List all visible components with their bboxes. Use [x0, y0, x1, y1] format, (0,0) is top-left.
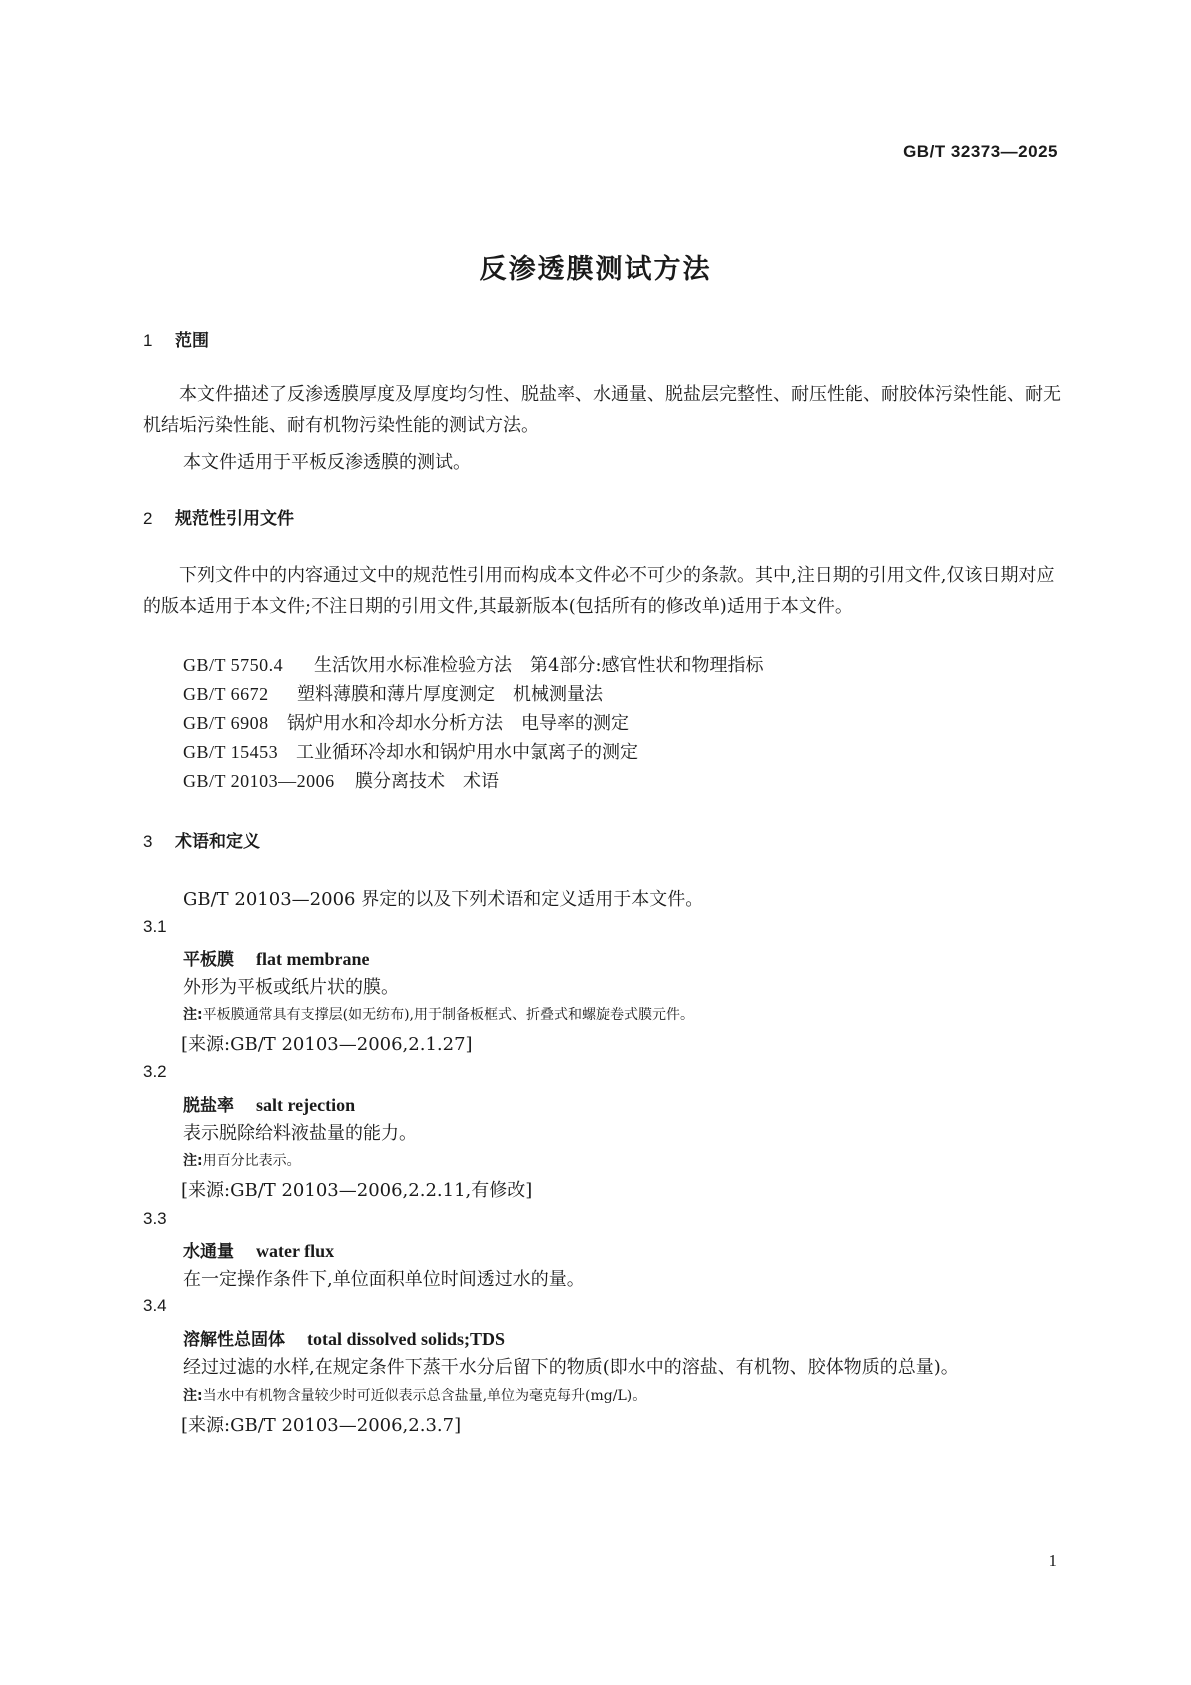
term-zh: 脱盐率	[183, 1096, 234, 1116]
reference-code: GB/T 5750.4	[183, 655, 284, 675]
reference-item	[183, 738, 638, 764]
term-source: [来源:GB/T 20103—2006,2.3.7]	[181, 1415, 462, 1436]
term-heading	[183, 945, 369, 970]
section-2-intro: 下列文件中的内容通过文中的规范性引用而构成本文件必不可少的条款。其中,注日期的引用文件,仅该日期对应的版本适用于本文件;不注日期的引用文件,其最新版本(包括所有的修改单)适用于本文件。	[143, 565, 1055, 617]
reference-item	[183, 680, 603, 706]
section-number: 1	[143, 331, 153, 350]
term-en: water flux	[256, 1241, 335, 1261]
reference-code: GB/T 6908	[183, 713, 269, 733]
reference-code: GB/T 15453	[183, 742, 279, 762]
note-label: 注:	[183, 1007, 203, 1023]
reference-code: GB/T 6672	[183, 684, 269, 704]
reference-item	[183, 651, 764, 677]
note-label: 注:	[183, 1388, 203, 1404]
section-3-intro: GB/T 20103—2006 界定的以及下列术语和定义适用于本文件。	[183, 889, 704, 910]
standard-code: GB/T 32373—2025	[903, 142, 1058, 161]
section-title: 范围	[175, 331, 209, 351]
note-text: 当水中有机物含量较少时可近似表示总含盐量,单位为毫克每升(mg/L)。	[202, 1388, 647, 1404]
term-definition: 在一定操作条件下,单位面积单位时间透过水的量。	[183, 1269, 585, 1290]
document-title: 反渗透膜测试方法	[479, 254, 712, 285]
reference-title: 生活饮用水标准检验方法 第4部分:感官性状和物理指标	[314, 655, 764, 676]
term-note	[183, 1004, 694, 1024]
term-number: 3.2	[143, 1062, 167, 1081]
section-number: 3	[143, 832, 153, 851]
term-number: 3.4	[143, 1296, 167, 1315]
term-en: flat membrane	[256, 949, 370, 969]
section-3-heading	[143, 827, 260, 852]
page-number: 1	[1048, 1551, 1057, 1570]
term-definition: 表示脱除给料液盐量的能力。	[183, 1123, 417, 1144]
reference-title: 塑料薄膜和薄片厚度测定 机械测量法	[297, 684, 603, 705]
term-definition: 经过过滤的水样,在规定条件下蒸干水分后留下的物质(即水中的溶盐、有机物、胶体物质的总量)。	[183, 1357, 959, 1378]
section-title: 术语和定义	[175, 832, 260, 852]
reference-code: GB/T 20103—2006	[183, 771, 335, 791]
term-zh: 水通量	[183, 1242, 234, 1262]
term-definition: 外形为平板或纸片状的膜。	[183, 977, 399, 998]
reference-title: 膜分离技术 术语	[355, 771, 499, 792]
note-label: 注:	[183, 1153, 203, 1169]
term-heading	[183, 1091, 355, 1116]
term-number: 3.1	[143, 917, 167, 936]
term-heading	[183, 1325, 505, 1350]
section-number: 2	[143, 509, 153, 528]
reference-title: 工业循环冷却水和锅炉用水中氯离子的测定	[296, 742, 638, 763]
term-en: salt rejection	[256, 1095, 356, 1115]
section-1-heading	[143, 326, 209, 351]
note-text: 用百分比表示。	[202, 1153, 301, 1169]
note-text: 平板膜通常具有支撑层(如无纺布),用于制备板框式、折叠式和螺旋卷式膜元件。	[202, 1007, 694, 1023]
term-en: total dissolved solids;TDS	[307, 1329, 506, 1349]
term-heading	[183, 1237, 334, 1262]
term-zh: 平板膜	[183, 950, 234, 970]
term-source: [来源:GB/T 20103—2006,2.2.11,有修改]	[181, 1180, 533, 1201]
term-zh: 溶解性总固体	[183, 1330, 285, 1350]
term-number: 3.3	[143, 1209, 167, 1228]
section-title: 规范性引用文件	[175, 509, 294, 529]
term-note	[183, 1150, 301, 1170]
section-2-heading	[143, 504, 294, 529]
section-1-paragraph-2: 本文件适用于平板反渗透膜的测试。	[183, 452, 471, 473]
term-note	[183, 1385, 646, 1405]
section-1-paragraph-1: 本文件描述了反渗透膜厚度及厚度均匀性、脱盐率、水通量、脱盐层完整性、耐压性能、耐胶体污染性能、耐无机结垢污染性能、耐有机物污染性能的测试方法。	[143, 384, 1061, 436]
reference-title: 锅炉用水和冷却水分析方法 电导率的测定	[287, 713, 629, 734]
reference-item	[183, 709, 629, 735]
reference-item	[183, 767, 499, 793]
term-source: [来源:GB/T 20103—2006,2.1.27]	[181, 1034, 473, 1055]
